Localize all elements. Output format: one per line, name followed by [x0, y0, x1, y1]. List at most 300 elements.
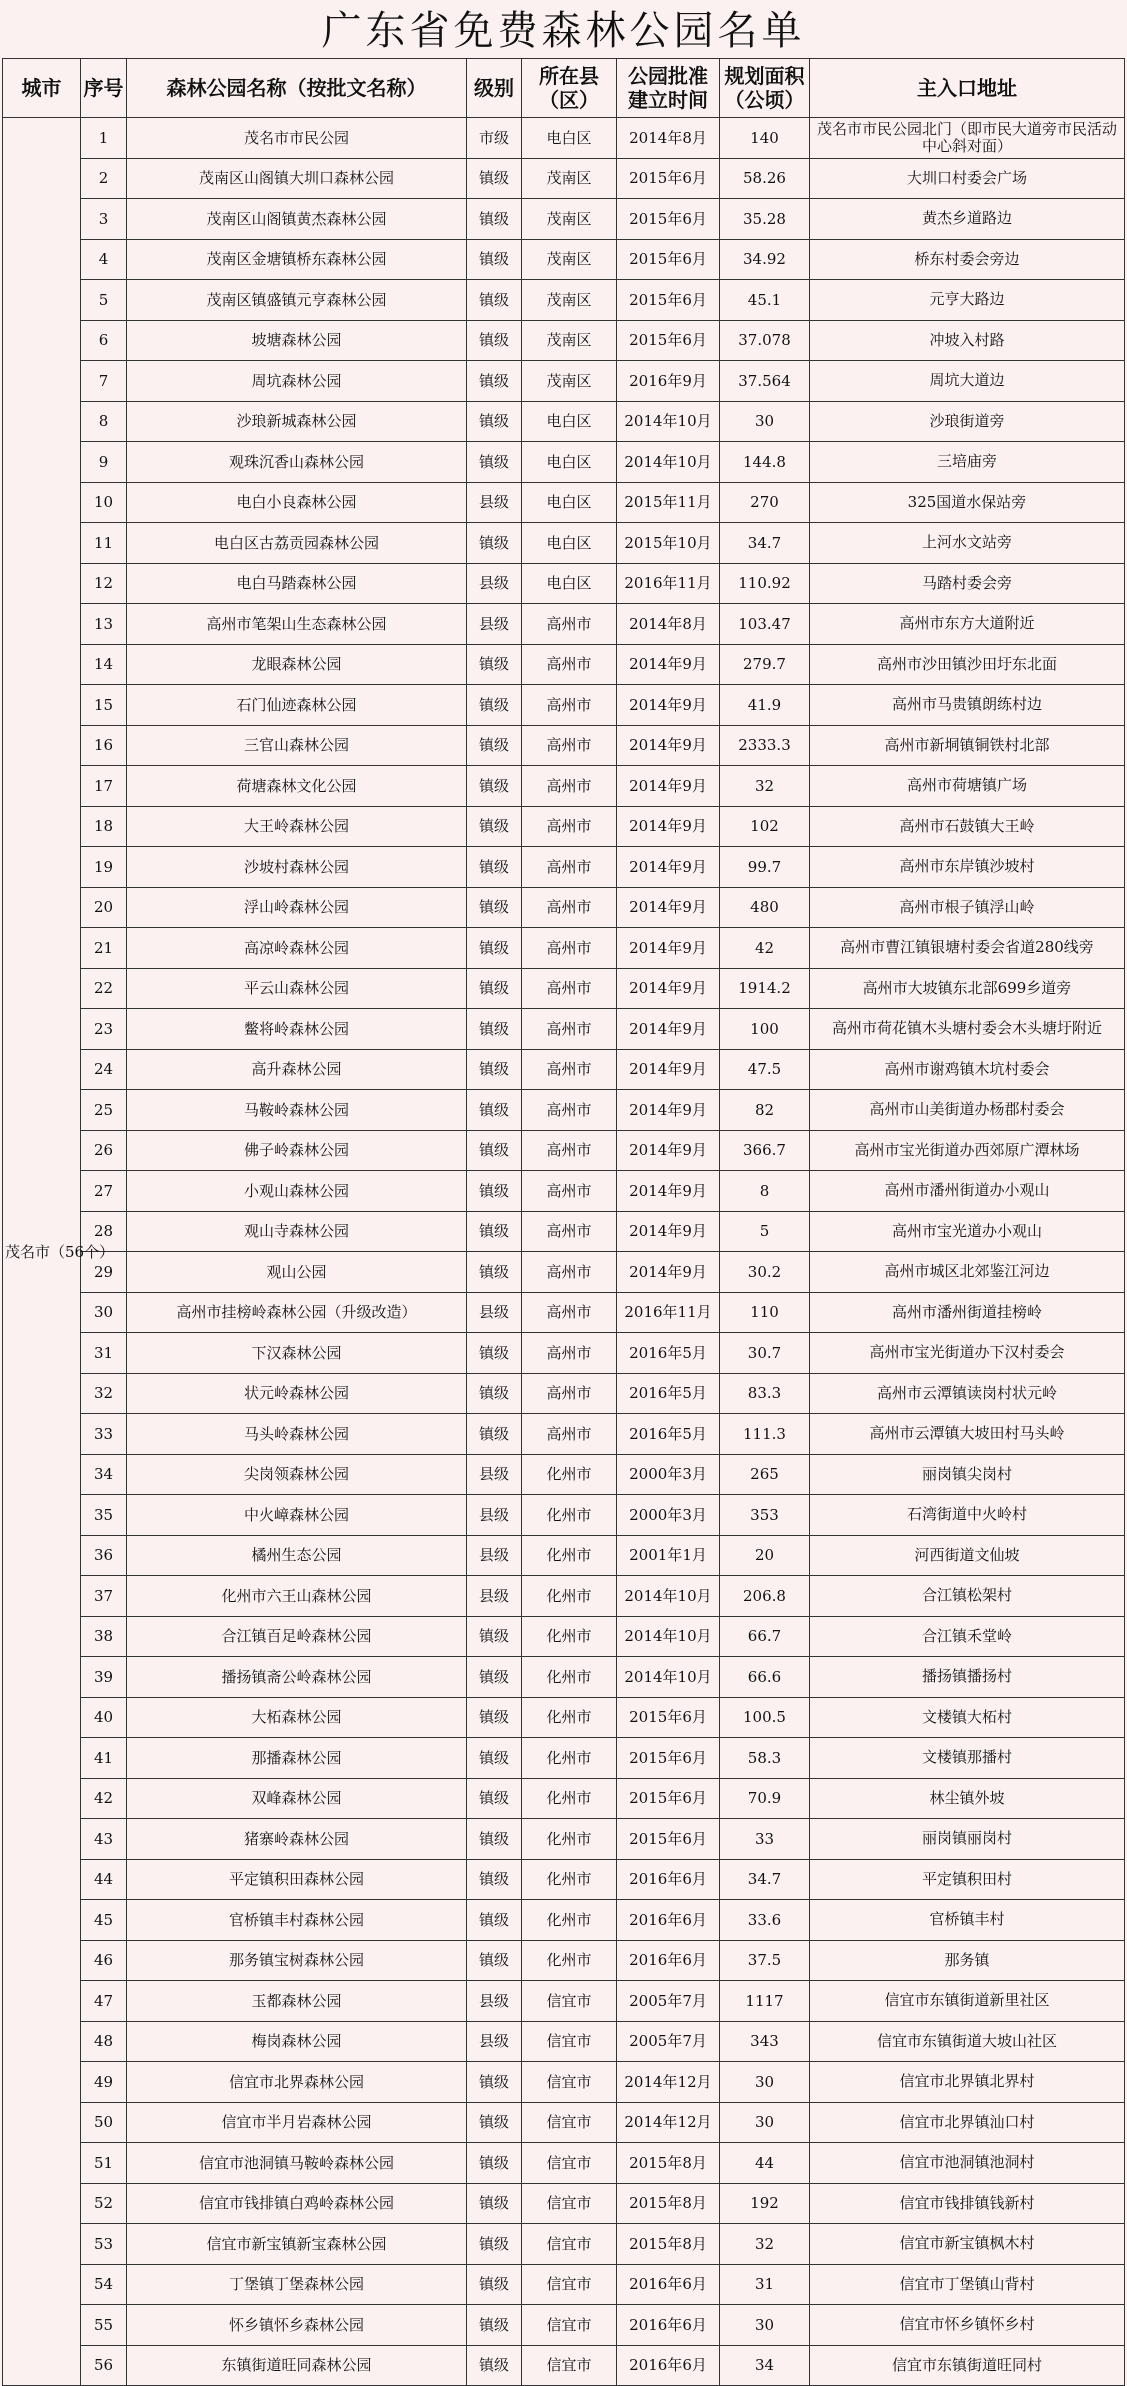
cell-name: 鳖将岭森林公园 [127, 1009, 467, 1050]
cell-area: 270 [720, 482, 810, 523]
cell-address: 桥东村委会旁边 [810, 239, 1125, 280]
cell-area: 1914.2 [720, 968, 810, 1009]
cell-level: 镇级 [467, 1414, 522, 1455]
cell-no: 42 [81, 1778, 127, 1819]
cell-county: 信宜市 [522, 2102, 617, 2143]
cell-county: 化州市 [522, 1819, 617, 1860]
cell-level: 镇级 [467, 1697, 522, 1738]
cell-no: 40 [81, 1697, 127, 1738]
cell-level: 镇级 [467, 280, 522, 321]
cell-address: 信宜市钱排镇钱新村 [810, 2183, 1125, 2224]
header-county: 所在县（区） [522, 59, 617, 118]
cell-no: 41 [81, 1738, 127, 1779]
cell-level: 镇级 [467, 1211, 522, 1252]
cell-no: 37 [81, 1576, 127, 1617]
cell-level: 镇级 [467, 361, 522, 402]
cell-level: 镇级 [467, 2264, 522, 2305]
cell-area: 144.8 [720, 442, 810, 483]
cell-name: 状元岭森林公园 [127, 1373, 467, 1414]
cell-name: 下汉森林公园 [127, 1333, 467, 1374]
cell-area: 110 [720, 1292, 810, 1333]
cell-level: 镇级 [467, 199, 522, 240]
cell-county: 高州市 [522, 968, 617, 1009]
cell-level: 镇级 [467, 1130, 522, 1171]
cell-level: 县级 [467, 1535, 522, 1576]
cell-county: 化州市 [522, 1738, 617, 1779]
table-row [3, 1535, 1125, 1576]
cell-no: 14 [81, 644, 127, 685]
cell-county: 高州市 [522, 887, 617, 928]
header-address: 主入口地址 [810, 59, 1125, 118]
cell-no: 3 [81, 199, 127, 240]
cell-no: 26 [81, 1130, 127, 1171]
table-row [3, 361, 1125, 402]
cell-county: 电白区 [522, 563, 617, 604]
cell-name: 茂南区山阁镇黄杰森林公园 [127, 199, 467, 240]
cell-address: 丽岗镇丽岗村 [810, 1819, 1125, 1860]
cell-name: 沙坡村森林公园 [127, 847, 467, 888]
cell-date: 2016年5月 [617, 1373, 720, 1414]
cell-area: 34.7 [720, 523, 810, 564]
cell-no: 53 [81, 2224, 127, 2265]
cell-no: 11 [81, 523, 127, 564]
cell-area: 37.564 [720, 361, 810, 402]
cell-name: 大王岭森林公园 [127, 806, 467, 847]
cell-county: 电白区 [522, 442, 617, 483]
cell-date: 2014年8月 [617, 118, 720, 159]
cell-county: 高州市 [522, 928, 617, 969]
table-row [3, 1940, 1125, 1981]
table-row [3, 1657, 1125, 1698]
cell-date: 2016年6月 [617, 2345, 720, 2386]
cell-area: 66.7 [720, 1616, 810, 1657]
cell-name: 平云山森林公园 [127, 968, 467, 1009]
cell-name: 化州市六王山森林公园 [127, 1576, 467, 1617]
cell-area: 20 [720, 1535, 810, 1576]
cell-name: 观珠沉香山森林公园 [127, 442, 467, 483]
cell-date: 2016年6月 [617, 1900, 720, 1941]
cell-date: 2014年9月 [617, 1090, 720, 1131]
cell-date: 2014年8月 [617, 604, 720, 645]
table-row [3, 1900, 1125, 1941]
cell-county: 高州市 [522, 1211, 617, 1252]
cell-no: 7 [81, 361, 127, 402]
cell-address: 三培庙旁 [810, 442, 1125, 483]
cell-level: 镇级 [467, 1616, 522, 1657]
cell-address: 高州市大坡镇东北部699乡道旁 [810, 968, 1125, 1009]
table-row [3, 1414, 1125, 1455]
cell-address: 官桥镇丰村 [810, 1900, 1125, 1941]
cell-level: 镇级 [467, 442, 522, 483]
cell-address: 高州市根子镇浮山岭 [810, 887, 1125, 928]
cell-date: 2015年6月 [617, 280, 720, 321]
table-row [3, 1252, 1125, 1293]
cell-no: 25 [81, 1090, 127, 1131]
cell-address: 信宜市怀乡镇怀乡村 [810, 2305, 1125, 2346]
cell-address: 石湾街道中火岭村 [810, 1495, 1125, 1536]
cell-name: 丁堡镇丁堡森林公园 [127, 2264, 467, 2305]
table-row [3, 1171, 1125, 1212]
cell-date: 2000年3月 [617, 1495, 720, 1536]
cell-date: 2014年9月 [617, 806, 720, 847]
cell-address: 高州市宝光街道办下汉村委会 [810, 1333, 1125, 1374]
table-row [3, 1697, 1125, 1738]
cell-area: 102 [720, 806, 810, 847]
cell-date: 2015年8月 [617, 2183, 720, 2224]
header-city: 城市 [3, 59, 81, 118]
cell-no: 27 [81, 1171, 127, 1212]
cell-date: 2016年5月 [617, 1333, 720, 1374]
cell-area: 32 [720, 766, 810, 807]
cell-level: 镇级 [467, 320, 522, 361]
cell-no: 49 [81, 2062, 127, 2103]
cell-no: 48 [81, 2021, 127, 2062]
cell-name: 高州市笔架山生态森林公园 [127, 604, 467, 645]
cell-date: 2014年9月 [617, 887, 720, 928]
cell-level: 镇级 [467, 685, 522, 726]
cell-level: 镇级 [467, 928, 522, 969]
cell-address: 信宜市东镇街道大坡山社区 [810, 2021, 1125, 2062]
cell-date: 2015年6月 [617, 1778, 720, 1819]
cell-name: 信宜市北界森林公园 [127, 2062, 467, 2103]
cell-no: 31 [81, 1333, 127, 1374]
cell-address: 高州市云潭镇读岗村状元岭 [810, 1373, 1125, 1414]
cell-level: 镇级 [467, 644, 522, 685]
cell-date: 2014年10月 [617, 1657, 720, 1698]
header-date: 公园批准建立时间 [617, 59, 720, 118]
table-row [3, 1616, 1125, 1657]
cell-address: 上河水文站旁 [810, 523, 1125, 564]
cell-county: 高州市 [522, 1130, 617, 1171]
cell-name: 荷塘森林文化公园 [127, 766, 467, 807]
cell-date: 2014年9月 [617, 1171, 720, 1212]
cell-name: 那播森林公园 [127, 1738, 467, 1779]
cell-name: 电白小良森林公园 [127, 482, 467, 523]
cell-address: 高州市山美街道办杨郡村委会 [810, 1090, 1125, 1131]
cell-address: 高州市荷花镇木头塘村委会木头塘圩附近 [810, 1009, 1125, 1050]
cell-date: 2014年9月 [617, 1252, 720, 1293]
cell-address: 高州市潘州街道挂榜岭 [810, 1292, 1125, 1333]
cell-area: 82 [720, 1090, 810, 1131]
cell-county: 高州市 [522, 604, 617, 645]
cell-date: 2000年3月 [617, 1454, 720, 1495]
cell-date: 2014年10月 [617, 1616, 720, 1657]
cell-name: 茂南区山阁镇大圳口森林公园 [127, 158, 467, 199]
cell-county: 化州市 [522, 1495, 617, 1536]
cell-address: 高州市云潭镇大坡田村马头岭 [810, 1414, 1125, 1455]
cell-address: 高州市新垌镇铜铁村北部 [810, 725, 1125, 766]
cell-no: 55 [81, 2305, 127, 2346]
table-row [3, 1130, 1125, 1171]
cell-level: 镇级 [467, 1657, 522, 1698]
cell-address: 信宜市北界镇汕口村 [810, 2102, 1125, 2143]
cell-county: 高州市 [522, 766, 617, 807]
cell-level: 镇级 [467, 1333, 522, 1374]
cell-date: 2015年8月 [617, 2224, 720, 2265]
table-row [3, 1090, 1125, 1131]
cell-date: 2016年11月 [617, 1292, 720, 1333]
cell-date: 2015年6月 [617, 199, 720, 240]
cell-county: 信宜市 [522, 2021, 617, 2062]
cell-level: 镇级 [467, 1171, 522, 1212]
cell-no: 54 [81, 2264, 127, 2305]
cell-area: 206.8 [720, 1576, 810, 1617]
cell-date: 2015年6月 [617, 320, 720, 361]
cell-level: 镇级 [467, 1819, 522, 1860]
cell-name: 平定镇积田森林公园 [127, 1859, 467, 1900]
cell-no: 36 [81, 1535, 127, 1576]
table-row [3, 1373, 1125, 1414]
cell-county: 化州市 [522, 1940, 617, 1981]
cell-area: 99.7 [720, 847, 810, 888]
cell-name: 橘州生态公园 [127, 1535, 467, 1576]
cell-county: 高州市 [522, 1333, 617, 1374]
cell-no: 8 [81, 401, 127, 442]
cell-level: 镇级 [467, 1859, 522, 1900]
cell-level: 镇级 [467, 1373, 522, 1414]
table-row [3, 2224, 1125, 2265]
cell-county: 化州市 [522, 1900, 617, 1941]
cell-date: 2015年8月 [617, 2143, 720, 2184]
cell-area: 37.078 [720, 320, 810, 361]
cell-area: 30.2 [720, 1252, 810, 1293]
cell-level: 县级 [467, 1495, 522, 1536]
cell-address: 高州市东岸镇沙坡村 [810, 847, 1125, 888]
cell-date: 2015年6月 [617, 1819, 720, 1860]
cell-address: 高州市荷塘镇广场 [810, 766, 1125, 807]
cell-name: 电白区古荔贡园森林公园 [127, 523, 467, 564]
cell-address: 合江镇松架村 [810, 1576, 1125, 1617]
cell-county: 高州市 [522, 1090, 617, 1131]
cell-no: 46 [81, 1940, 127, 1981]
cell-date: 2015年11月 [617, 482, 720, 523]
cell-area: 33.6 [720, 1900, 810, 1941]
cell-name: 电白马踏森林公园 [127, 563, 467, 604]
cell-date: 2015年6月 [617, 1738, 720, 1779]
table-row [3, 766, 1125, 807]
cell-address: 高州市潘州街道办小观山 [810, 1171, 1125, 1212]
cell-date: 2016年9月 [617, 361, 720, 402]
table-row [3, 887, 1125, 928]
cell-name: 茂南区金塘镇桥东森林公园 [127, 239, 467, 280]
cell-name: 石门仙迹森林公园 [127, 685, 467, 726]
cell-no: 45 [81, 1900, 127, 1941]
cell-area: 47.5 [720, 1049, 810, 1090]
cell-name: 佛子岭森林公园 [127, 1130, 467, 1171]
cell-name: 马鞍岭森林公园 [127, 1090, 467, 1131]
cell-area: 140 [720, 118, 810, 159]
cell-level: 镇级 [467, 2143, 522, 2184]
cell-area: 70.9 [720, 1778, 810, 1819]
cell-area: 32 [720, 2224, 810, 2265]
cell-county: 化州市 [522, 1576, 617, 1617]
table-row [3, 1009, 1125, 1050]
cell-county: 信宜市 [522, 2143, 617, 2184]
cell-date: 2015年6月 [617, 158, 720, 199]
table-row [3, 1333, 1125, 1374]
cell-address: 茂名市市民公园北门（即市民大道旁市民活动中心斜对面） [810, 118, 1125, 159]
header-level: 级别 [467, 59, 522, 118]
cell-address: 元亨大路边 [810, 280, 1125, 321]
cell-area: 30 [720, 2102, 810, 2143]
cell-area: 37.5 [720, 1940, 810, 1981]
cell-level: 镇级 [467, 158, 522, 199]
cell-area: 58.3 [720, 1738, 810, 1779]
cell-name: 茂名市市民公园 [127, 118, 467, 159]
cell-no: 4 [81, 239, 127, 280]
cell-area: 1117 [720, 1981, 810, 2022]
table-row [3, 2062, 1125, 2103]
cell-no: 30 [81, 1292, 127, 1333]
cell-name: 观山寺森林公园 [127, 1211, 467, 1252]
cell-county: 信宜市 [522, 2183, 617, 2224]
table-row [3, 1454, 1125, 1495]
table-row [3, 2345, 1125, 2386]
cell-level: 镇级 [467, 847, 522, 888]
table-row [3, 725, 1125, 766]
cell-area: 111.3 [720, 1414, 810, 1455]
cell-date: 2014年9月 [617, 1049, 720, 1090]
forest-park-table [2, 58, 1125, 2386]
table-row [3, 239, 1125, 280]
cell-county: 化州市 [522, 1697, 617, 1738]
cell-area: 66.6 [720, 1657, 810, 1698]
cell-level: 镇级 [467, 1049, 522, 1090]
cell-area: 30 [720, 401, 810, 442]
cell-level: 镇级 [467, 2062, 522, 2103]
cell-date: 2015年6月 [617, 239, 720, 280]
cell-address: 高州市宝光道办小观山 [810, 1211, 1125, 1252]
cell-name: 双峰森林公园 [127, 1778, 467, 1819]
table-row [3, 1981, 1125, 2022]
cell-address: 文楼镇那播村 [810, 1738, 1125, 1779]
table-row [3, 158, 1125, 199]
cell-name: 那务镇宝树森林公园 [127, 1940, 467, 1981]
cell-no: 17 [81, 766, 127, 807]
cell-date: 2014年9月 [617, 1130, 720, 1171]
cell-name: 信宜市半月岩森林公园 [127, 2102, 467, 2143]
table-row [3, 2183, 1125, 2224]
cell-name: 茂南区镇盛镇元亨森林公园 [127, 280, 467, 321]
cell-date: 2014年9月 [617, 928, 720, 969]
cell-no: 10 [81, 482, 127, 523]
cell-county: 化州市 [522, 1859, 617, 1900]
cell-address: 大圳口村委会广场 [810, 158, 1125, 199]
cell-level: 镇级 [467, 887, 522, 928]
cell-level: 县级 [467, 1576, 522, 1617]
cell-level: 县级 [467, 563, 522, 604]
cell-date: 2016年5月 [617, 1414, 720, 1455]
cell-level: 镇级 [467, 2224, 522, 2265]
cell-level: 镇级 [467, 2102, 522, 2143]
header-area: 规划面积（公顷） [720, 59, 810, 118]
table-row [3, 1819, 1125, 1860]
cell-county: 高州市 [522, 806, 617, 847]
cell-level: 镇级 [467, 1738, 522, 1779]
cell-no: 38 [81, 1616, 127, 1657]
cell-date: 2016年6月 [617, 1940, 720, 1981]
cell-county: 高州市 [522, 1292, 617, 1333]
cell-address: 林尘镇外坡 [810, 1778, 1125, 1819]
table-row [3, 1778, 1125, 1819]
cell-date: 2014年9月 [617, 644, 720, 685]
cell-area: 8 [720, 1171, 810, 1212]
cell-area: 44 [720, 2143, 810, 2184]
cell-date: 2014年10月 [617, 401, 720, 442]
cell-area: 192 [720, 2183, 810, 2224]
cell-county: 化州市 [522, 1778, 617, 1819]
cell-date: 2015年10月 [617, 523, 720, 564]
cell-address: 周坑大道边 [810, 361, 1125, 402]
cell-county: 电白区 [522, 118, 617, 159]
table-row [3, 320, 1125, 361]
cell-area: 2333.3 [720, 725, 810, 766]
cell-name: 东镇街道旺同森林公园 [127, 2345, 467, 2386]
cell-address: 信宜市北界镇北界村 [810, 2062, 1125, 2103]
cell-no: 52 [81, 2183, 127, 2224]
cell-date: 2016年6月 [617, 1859, 720, 1900]
cell-no: 19 [81, 847, 127, 888]
cell-address: 播扬镇播扬村 [810, 1657, 1125, 1698]
cell-level: 镇级 [467, 401, 522, 442]
cell-name: 梅岗森林公园 [127, 2021, 467, 2062]
cell-address: 那务镇 [810, 1940, 1125, 1981]
cell-county: 茂南区 [522, 280, 617, 321]
cell-date: 2014年9月 [617, 1211, 720, 1252]
cell-address: 文楼镇大柘村 [810, 1697, 1125, 1738]
cell-level: 县级 [467, 1292, 522, 1333]
cell-name: 信宜市钱排镇白鸡岭森林公园 [127, 2183, 467, 2224]
table-row [3, 563, 1125, 604]
table-row [3, 1576, 1125, 1617]
cell-county: 茂南区 [522, 320, 617, 361]
cell-area: 30 [720, 2062, 810, 2103]
cell-county: 高州市 [522, 685, 617, 726]
table-row [3, 401, 1125, 442]
cell-county: 茂南区 [522, 239, 617, 280]
cell-name: 马头岭森林公园 [127, 1414, 467, 1455]
cell-county: 电白区 [522, 482, 617, 523]
cell-area: 100.5 [720, 1697, 810, 1738]
cell-area: 480 [720, 887, 810, 928]
cell-name: 高凉岭森林公园 [127, 928, 467, 969]
cell-area: 83.3 [720, 1373, 810, 1414]
cell-county: 化州市 [522, 1454, 617, 1495]
cell-address: 合江镇禾堂岭 [810, 1616, 1125, 1657]
cell-address: 丽岗镇尖岗村 [810, 1454, 1125, 1495]
cell-address: 沙琅街道旁 [810, 401, 1125, 442]
cell-address: 信宜市丁堡镇山背村 [810, 2264, 1125, 2305]
cell-address: 信宜市池洞镇池洞村 [810, 2143, 1125, 2184]
cell-county: 茂南区 [522, 361, 617, 402]
cell-area: 30 [720, 2305, 810, 2346]
cell-date: 2014年12月 [617, 2062, 720, 2103]
cell-address: 高州市沙田镇沙田圩东北面 [810, 644, 1125, 685]
cell-date: 2015年6月 [617, 1697, 720, 1738]
cell-level: 镇级 [467, 1778, 522, 1819]
cell-no: 24 [81, 1049, 127, 1090]
cell-level: 镇级 [467, 1090, 522, 1131]
cell-name: 玉都森林公园 [127, 1981, 467, 2022]
cell-name: 官桥镇丰村森林公园 [127, 1900, 467, 1941]
cell-address: 高州市曹江镇银塘村委会省道280线旁 [810, 928, 1125, 969]
cell-no: 18 [81, 806, 127, 847]
cell-name: 观山公园 [127, 1252, 467, 1293]
cell-level: 镇级 [467, 2305, 522, 2346]
header-name: 森林公园名称（按批文名称） [127, 59, 467, 118]
cell-no: 29 [81, 1252, 127, 1293]
cell-no: 34 [81, 1454, 127, 1495]
